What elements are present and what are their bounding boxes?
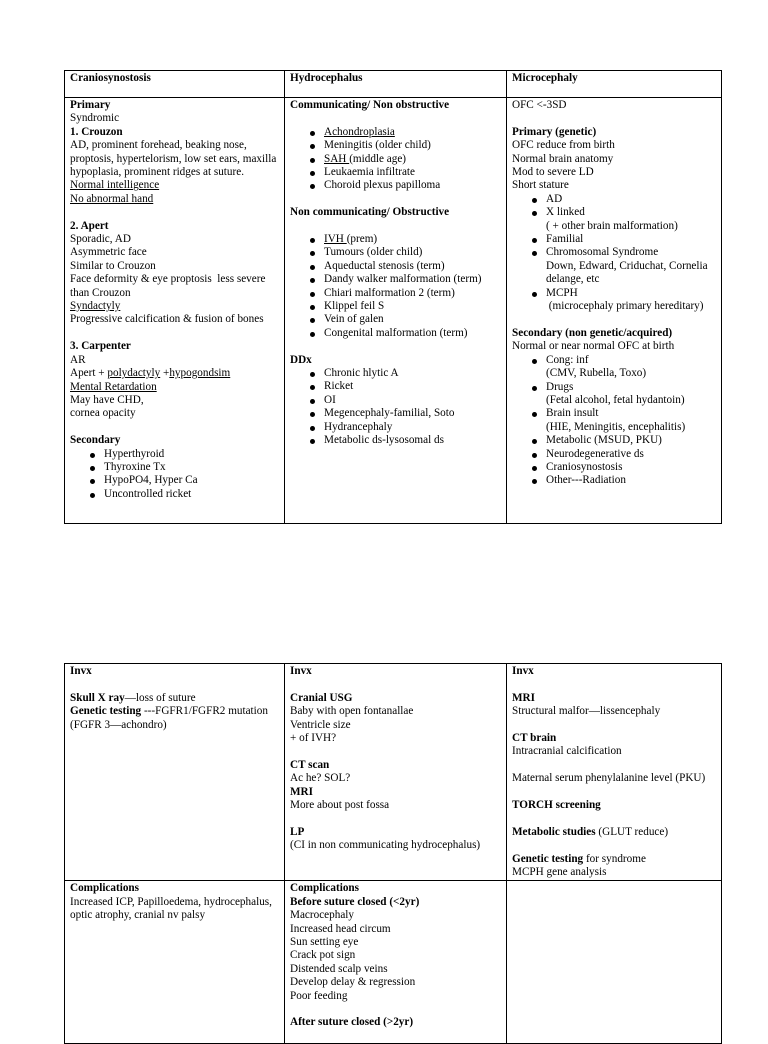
list-item-continuation: ( + other brain malformation) bbox=[546, 219, 678, 232]
list-item: Neurodegenerative ds bbox=[512, 448, 717, 461]
text-line: Asymmetric face bbox=[70, 246, 147, 259]
section-heading: CT scan bbox=[290, 758, 330, 771]
list-item: Drugs bbox=[512, 381, 717, 394]
section-heading: Invx bbox=[290, 665, 312, 677]
spacer-line bbox=[290, 745, 502, 758]
header-hydrocephalus: Hydrocephalus bbox=[285, 71, 507, 98]
spacer-line bbox=[512, 678, 717, 691]
section-heading: Before suture closed (<2yr) bbox=[290, 895, 420, 908]
list-item bbox=[290, 233, 502, 246]
spacer-line bbox=[290, 1003, 502, 1016]
text-line: Similar to Crouzon bbox=[70, 259, 156, 272]
list-item: Tumours (older child) bbox=[290, 246, 502, 259]
list-item: Familial bbox=[512, 233, 717, 246]
spacer-line bbox=[512, 313, 717, 326]
list-item: Uncontrolled ricket bbox=[70, 488, 280, 501]
section-heading: Complications bbox=[70, 882, 139, 895]
section-heading: Invx bbox=[70, 665, 92, 677]
list-item-continuation: Down, Edward, Criduchat, Cornelia delange, etc bbox=[546, 259, 711, 286]
section-heading: After suture closed (>2yr) bbox=[290, 1016, 414, 1029]
microcephaly-complications-cell bbox=[507, 881, 722, 1044]
text-line: Structural malfor—lissencephaly bbox=[512, 705, 661, 718]
underlined-text: Mental Retardation bbox=[70, 380, 157, 393]
spacer-line bbox=[512, 812, 717, 825]
text-line: cornea opacity bbox=[70, 407, 136, 420]
list-item: Brain insult bbox=[512, 407, 717, 420]
text-line bbox=[512, 826, 717, 839]
text-line: Normal brain anatomy bbox=[512, 152, 614, 165]
underlined-text: Syndactyly bbox=[70, 300, 121, 313]
spacer-line bbox=[290, 220, 502, 233]
text-line: Face deformity & eye proptosis less severe than Crouzon bbox=[70, 273, 269, 299]
list-item: MCPH bbox=[512, 287, 717, 300]
list-item-continuation: (HIE, Meningitis, encephalitis) bbox=[546, 420, 686, 433]
text-segment: (middle age) bbox=[349, 152, 407, 165]
craniosynostosis-invx-cell bbox=[65, 664, 285, 881]
section-heading: Non communicating/ Obstructive bbox=[290, 206, 450, 219]
text-line: Normal or near normal OFC at birth bbox=[512, 340, 675, 353]
section-heading: Primary (genetic) bbox=[512, 125, 597, 138]
text-line: AR bbox=[70, 353, 86, 366]
text-line: Macrocephaly bbox=[290, 909, 354, 922]
spacer-line bbox=[512, 719, 717, 732]
text-segment: Skull X ray bbox=[70, 691, 125, 704]
complications-row bbox=[65, 881, 722, 1044]
text-line: Baby with open fontanallae bbox=[290, 705, 414, 718]
section-heading: Cranial USG bbox=[290, 691, 353, 704]
list-item: Metabolic (MSUD, PKU) bbox=[512, 434, 717, 447]
text-segment: SAH bbox=[324, 152, 350, 165]
section-heading: Invx bbox=[512, 665, 534, 677]
section-heading: Complications bbox=[290, 882, 359, 895]
text-line: Develop delay & regression bbox=[290, 976, 416, 989]
spacer-line bbox=[290, 812, 502, 825]
spacer-line bbox=[290, 678, 502, 691]
text-line: Progressive calcification & fusion of bones bbox=[70, 313, 264, 326]
text-line: Intracranial calcification bbox=[512, 745, 622, 758]
text-line bbox=[70, 367, 280, 380]
craniosynostosis-cell bbox=[65, 98, 285, 524]
list-item: HypoPO4, Hyper Ca bbox=[70, 474, 280, 487]
text-segment: hypogondsim bbox=[169, 367, 231, 380]
spacer-line bbox=[70, 678, 280, 691]
text-segment: + bbox=[160, 367, 170, 380]
list-item-continuation: (CMV, Rubella, Toxo) bbox=[546, 367, 647, 380]
list-item: Cong: inf bbox=[512, 354, 717, 367]
section-heading: Secondary bbox=[70, 434, 121, 447]
list-item: Meningitis (older child) bbox=[290, 139, 502, 152]
text-line: Distended scalp veins bbox=[290, 962, 388, 975]
text-line: Ac he? SOL? bbox=[290, 772, 351, 785]
text-line: + of IVH? bbox=[290, 732, 337, 745]
text-segment: Metabolic studies bbox=[512, 825, 596, 838]
text-line: Mod to severe LD bbox=[512, 166, 594, 179]
text-line: AD, prominent forehead, beaking nose, proptosis, hypertelorism, low set ears, maxilla hypoplasia, prominent ridges at suture. bbox=[70, 139, 280, 179]
text-segment: Achondroplasia bbox=[324, 125, 395, 138]
section-heading: 3. Carpenter bbox=[70, 340, 131, 353]
spacer-line bbox=[512, 839, 717, 852]
list-item: Ricket bbox=[290, 380, 502, 393]
text-segment: Genetic testing bbox=[70, 705, 142, 718]
section-heading: Communicating/ Non obstructive bbox=[290, 99, 450, 111]
spacer-line bbox=[512, 112, 717, 125]
text-line bbox=[512, 853, 717, 866]
list-item: X linked bbox=[512, 206, 717, 219]
text-segment: (GLUT reduce) bbox=[595, 825, 669, 838]
text-segment: —loss of suture bbox=[124, 691, 196, 704]
list-item: Choroid plexus papilloma bbox=[290, 179, 502, 192]
section-heading: Secondary (non genetic/acquired) bbox=[512, 326, 673, 339]
investigations-row bbox=[65, 664, 722, 881]
text-line: (FGFR 3—achondro) bbox=[70, 718, 167, 731]
list-item-continuation: (Fetal alcohol, fetal hydantoin) bbox=[546, 393, 685, 406]
hydrocephalus-complications-cell bbox=[285, 881, 507, 1044]
list-item bbox=[290, 153, 502, 166]
text-line: OFC <-3SD bbox=[512, 99, 567, 111]
microcephaly-cell bbox=[507, 98, 722, 524]
text-line: MCPH gene analysis bbox=[512, 866, 607, 878]
craniosynostosis-complications-cell bbox=[65, 881, 285, 1044]
list-item: Other---Radiation bbox=[512, 474, 717, 487]
text-segment: ---FGFR1/FGFR2 mutation bbox=[141, 705, 268, 718]
text-line: OFC reduce from birth bbox=[512, 139, 615, 152]
list-item: OI bbox=[290, 394, 502, 407]
text-line: Increased ICP, Papilloedema, hydrocephalus, optic atrophy, cranial nv palsy bbox=[70, 895, 275, 922]
section-heading: LP bbox=[290, 825, 305, 838]
spacer-line bbox=[70, 421, 280, 434]
list-item: Chronic hlytic A bbox=[290, 367, 502, 380]
content-row bbox=[65, 98, 722, 524]
text-line: Short stature bbox=[512, 179, 569, 192]
section-heading: Primary bbox=[70, 99, 111, 111]
text-segment: Genetic testing bbox=[512, 852, 584, 865]
spacer-line bbox=[290, 112, 502, 125]
text-line: May have CHD, bbox=[70, 393, 144, 406]
text-segment: IVH bbox=[324, 233, 347, 246]
text-segment: for syndrome bbox=[583, 852, 646, 865]
text-line: More about post fossa bbox=[290, 799, 390, 812]
text-line: Sun setting eye bbox=[290, 936, 359, 949]
text-line bbox=[70, 692, 280, 705]
section-heading: MRI bbox=[512, 691, 535, 704]
list-item bbox=[290, 126, 502, 139]
header-microcephaly: Microcephaly bbox=[507, 71, 722, 98]
underlined-text: Normal intelligence bbox=[70, 179, 160, 192]
header-row bbox=[65, 71, 722, 98]
spacer-line bbox=[70, 327, 280, 340]
list-item: Chromosomal Syndrome bbox=[512, 246, 717, 259]
list-item: Vein of galen bbox=[290, 313, 502, 326]
text-line: Maternal serum phenylalanine level (PKU) bbox=[512, 772, 706, 785]
section-heading: MRI bbox=[290, 785, 313, 798]
investigations-complications-table bbox=[64, 663, 722, 1044]
section-heading: 1. Crouzon bbox=[70, 125, 123, 138]
list-item: Leukaemia infiltrate bbox=[290, 166, 502, 179]
spacer-line bbox=[512, 759, 717, 772]
section-heading: 2. Apert bbox=[70, 219, 109, 232]
text-line: Ventricle size bbox=[290, 718, 351, 731]
list-item: Thyroxine Tx bbox=[70, 461, 280, 474]
list-item: Congenital malformation (term) bbox=[290, 327, 502, 340]
list-item-continuation: (microcephaly primary hereditary) bbox=[546, 300, 704, 313]
spacer-line bbox=[70, 206, 280, 219]
list-item: Dandy walker malformation (term) bbox=[290, 273, 502, 286]
text-line: Crack pot sign bbox=[290, 949, 356, 962]
list-item: Hydrancephaly bbox=[290, 421, 502, 434]
section-heading: DDx bbox=[290, 353, 312, 366]
text-segment: polydactyly bbox=[107, 367, 161, 380]
list-item: Megencephaly-familial, Soto bbox=[290, 407, 502, 420]
spacer-line bbox=[512, 786, 717, 799]
list-item: AD bbox=[512, 193, 717, 206]
text-line: Sporadic, AD bbox=[70, 233, 131, 246]
text-line: Syndromic bbox=[70, 112, 120, 125]
text-segment: Apert + bbox=[70, 367, 108, 380]
list-item: Klippel feil S bbox=[290, 300, 502, 313]
text-line: Poor feeding bbox=[290, 989, 348, 1002]
comparison-table-conditions bbox=[64, 70, 722, 524]
microcephaly-invx-cell bbox=[507, 664, 722, 881]
spacer-line bbox=[290, 193, 502, 206]
underlined-text: No abnormal hand bbox=[70, 192, 154, 205]
text-line: (CI in non communicating hydrocephalus) bbox=[290, 839, 481, 852]
list-item: Chiari malformation 2 (term) bbox=[290, 287, 502, 300]
list-item: Craniosynostosis bbox=[512, 461, 717, 474]
hydrocephalus-invx-cell bbox=[285, 664, 507, 881]
section-heading: TORCH screening bbox=[512, 799, 601, 811]
list-item: Metabolic ds-lysosomal ds bbox=[290, 434, 502, 447]
list-item: Hyperthyroid bbox=[70, 448, 280, 461]
text-line bbox=[70, 705, 280, 718]
hydrocephalus-cell bbox=[285, 98, 507, 524]
list-item: Aqueductal stenosis (term) bbox=[290, 260, 502, 273]
header-craniosynostosis: Craniosynostosis bbox=[65, 71, 285, 98]
text-line: Increased head circum bbox=[290, 922, 391, 935]
section-heading: CT brain bbox=[512, 732, 557, 744]
spacer-line bbox=[290, 340, 502, 353]
text-segment: (prem) bbox=[346, 233, 378, 246]
